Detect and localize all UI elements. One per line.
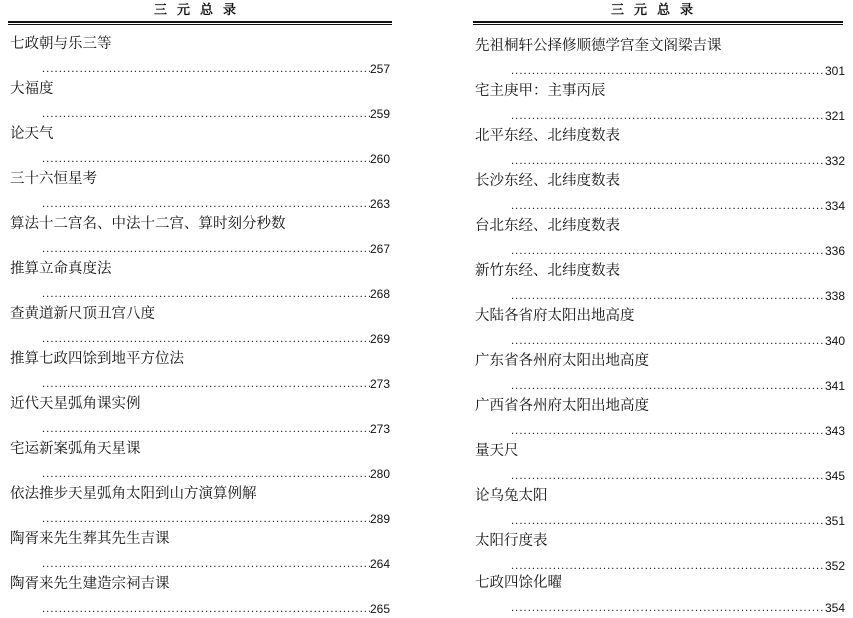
entry-title: 台北东经、北纬度数表 [475, 218, 620, 234]
toc-entry[interactable] [10, 169, 390, 213]
dot-leader [511, 426, 825, 438]
entry-title: 北平东经、北纬度数表 [475, 128, 620, 144]
dot-leader [42, 514, 370, 526]
entry-title: 宅主庚甲：主事丙辰 [475, 83, 606, 99]
page-number: 351 [824, 514, 845, 528]
page-number: 340 [824, 334, 845, 348]
dot-leader [622, 226, 845, 236]
page-number: 336 [824, 244, 845, 258]
page-number: 260 [369, 152, 390, 166]
dot-leader [511, 201, 825, 213]
page-number: 273 [369, 422, 390, 436]
entry-title: 三十六恒星考 [10, 171, 97, 187]
dot-leader [511, 111, 825, 123]
entry-title: 论乌兔太阳 [475, 488, 548, 504]
page-number: 268 [369, 287, 390, 301]
page-number: 338 [824, 289, 845, 303]
dot-leader [172, 539, 391, 549]
dot-leader [511, 561, 825, 573]
dot-leader [511, 471, 825, 483]
page-number: 273 [369, 377, 390, 391]
dot-leader [511, 156, 825, 168]
toc-entry[interactable] [10, 349, 390, 393]
dot-leader [550, 496, 846, 506]
page-number: 257 [369, 62, 390, 76]
entry-title: 太阳行度表 [475, 533, 548, 549]
entry-title: 陶胥来先生葬其先生吉课 [10, 531, 170, 547]
page-number: 341 [824, 379, 845, 393]
dot-leader [651, 361, 845, 371]
page-number: 332 [824, 154, 845, 168]
page-number: 267 [369, 242, 390, 256]
dot-leader [114, 269, 391, 279]
page-number: 289 [369, 512, 390, 526]
toc-entry[interactable] [475, 171, 845, 215]
header-rule [473, 21, 843, 25]
entry-title: 长沙东经、北纬度数表 [475, 173, 620, 189]
running-header: 三元总录 [153, 3, 246, 18]
toc-entry[interactable] [475, 441, 845, 485]
entry-title: 先祖桐轩公择修顺德学宫奎文阁梁吉课 [475, 38, 722, 54]
page-number: 334 [824, 199, 845, 213]
dot-leader [42, 109, 370, 121]
entry-title: 新竹东经、北纬度数表 [475, 263, 620, 279]
page-number: 321 [824, 109, 845, 123]
running-header: 三元总录 [610, 3, 703, 18]
dot-leader [42, 154, 370, 166]
page-number: 269 [369, 332, 390, 346]
toc-entry[interactable] [10, 484, 390, 528]
entry-title: 推算七政四馀到地平方位法 [10, 351, 184, 367]
left-page [0, 0, 400, 618]
toc-entry[interactable] [475, 81, 845, 125]
page-number: 264 [369, 557, 390, 571]
entry-title: 量天尺 [475, 443, 519, 459]
toc-entry[interactable] [475, 396, 845, 440]
toc-entry[interactable] [475, 216, 845, 260]
entry-title: 大陆各省府太阳出地高度 [475, 308, 635, 324]
dot-leader [511, 603, 825, 615]
dot-leader [511, 66, 825, 78]
dot-leader [288, 224, 391, 234]
toc-entry[interactable] [10, 124, 390, 168]
dot-leader [42, 199, 370, 211]
dot-leader [622, 271, 845, 281]
entry-title: 查黄道新尺顶丑宫八度 [10, 306, 155, 322]
toc-entry[interactable] [475, 261, 845, 305]
entry-title: 宅运新案弧角天星课 [10, 441, 141, 457]
page-number: 354 [824, 601, 845, 615]
page-number: 263 [369, 197, 390, 211]
dot-leader [42, 334, 370, 346]
dot-leader [511, 516, 825, 528]
toc-entry[interactable] [10, 439, 390, 483]
toc-entry[interactable] [10, 259, 390, 303]
toc-entry[interactable] [475, 531, 845, 575]
page-number: 345 [824, 469, 845, 483]
dot-leader [564, 583, 845, 593]
entry-title: 七政朝与乐三等 [10, 36, 112, 52]
page-number: 265 [369, 602, 390, 616]
dot-leader [157, 314, 390, 324]
dot-leader [172, 584, 391, 594]
toc-entry[interactable] [10, 79, 390, 123]
toc-entry[interactable] [10, 304, 390, 348]
toc-entry[interactable] [475, 573, 845, 617]
entry-title: 广西省各州府太阳出地高度 [475, 398, 649, 414]
toc-entry[interactable] [475, 351, 845, 395]
dot-leader [99, 179, 390, 189]
dot-leader [42, 469, 370, 481]
dot-leader [550, 541, 846, 551]
entry-title: 论天气 [10, 126, 54, 142]
toc-entry[interactable] [10, 394, 390, 438]
toc-entry[interactable] [10, 529, 390, 573]
toc-entry[interactable] [10, 34, 390, 78]
dot-leader [143, 404, 391, 414]
dot-leader [42, 424, 370, 436]
page-number: 280 [369, 467, 390, 481]
page-number: 352 [824, 559, 845, 573]
dot-leader [114, 44, 391, 54]
entry-title: 大福度 [10, 81, 54, 97]
page-number: 259 [369, 107, 390, 121]
dot-leader [259, 494, 391, 504]
entry-title: 广东省各州府太阳出地高度 [475, 353, 649, 369]
dot-leader [622, 181, 845, 191]
dot-leader [511, 291, 825, 303]
toc-entry[interactable] [475, 36, 845, 80]
dot-leader [511, 246, 825, 258]
entry-title: 推算立命真度法 [10, 261, 112, 277]
page-number: 343 [824, 424, 845, 438]
dot-leader [42, 559, 370, 571]
entry-title: 陶胥来先生建造宗祠吉课 [10, 576, 170, 592]
toc-entry[interactable] [475, 486, 845, 530]
dot-leader [511, 381, 825, 393]
toc-entry[interactable] [10, 574, 390, 618]
dot-leader [637, 316, 846, 326]
toc-entry[interactable] [475, 126, 845, 170]
dot-leader [42, 289, 370, 301]
entry-title: 近代天星弧角课实例 [10, 396, 141, 412]
toc-entry[interactable] [10, 214, 390, 258]
dot-leader [511, 336, 825, 348]
entry-title: 算法十二宫名、中法十二宫、算时刻分秒数 [10, 216, 286, 232]
dot-leader [42, 244, 370, 256]
right-page [465, 0, 853, 618]
page-number: 301 [824, 64, 845, 78]
toc-entry[interactable] [475, 306, 845, 350]
entry-title: 七政四馀化曜 [475, 575, 562, 591]
dot-leader [143, 449, 391, 459]
dot-leader [42, 64, 370, 76]
entry-title: 依法推步天星弧角太阳到山方演算例解 [10, 486, 257, 502]
header-rule [8, 21, 392, 25]
dot-leader [42, 604, 370, 616]
dot-leader [42, 379, 370, 391]
